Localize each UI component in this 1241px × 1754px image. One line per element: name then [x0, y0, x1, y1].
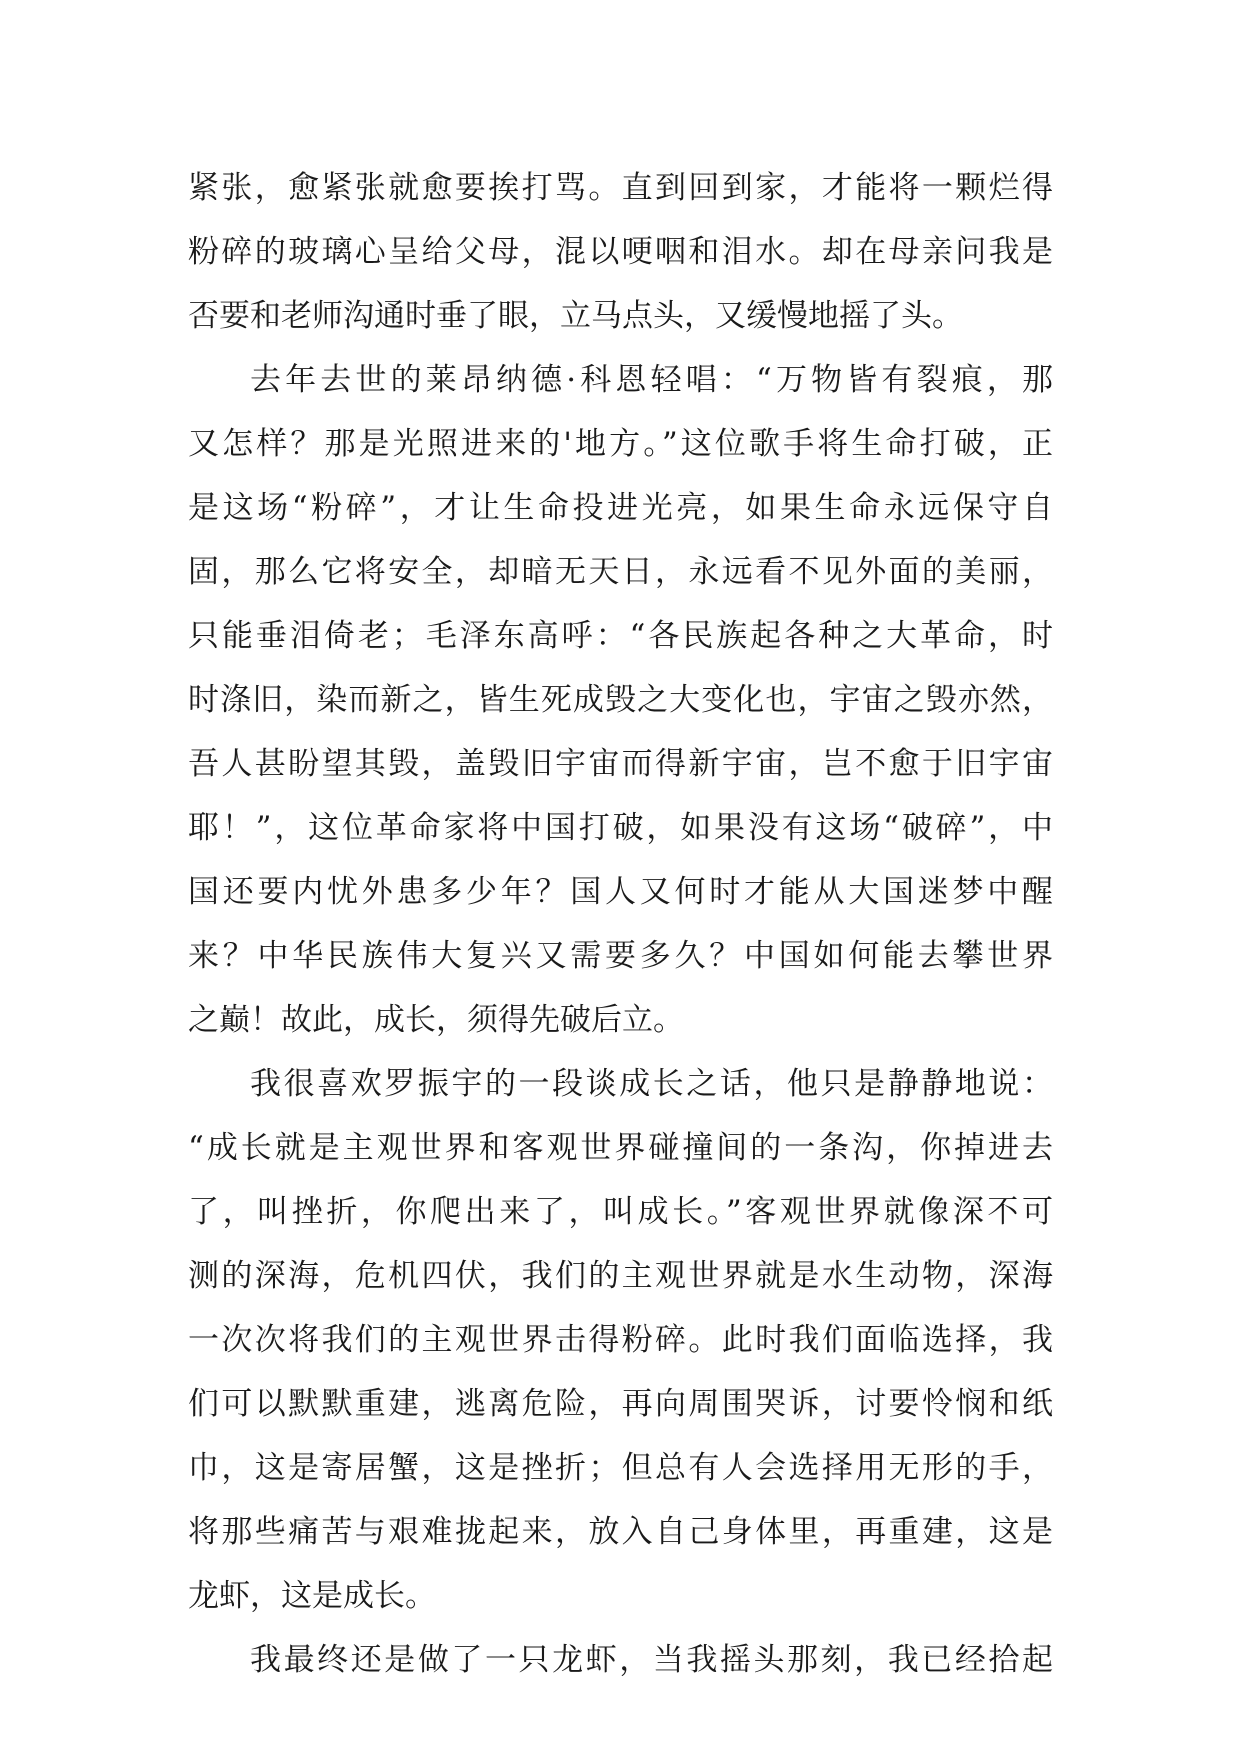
text-line: 时涤旧，染而新之，皆生死成毁之大变化也，宇宙之毁亦然，	[188, 682, 1053, 718]
text-line: 一次次将我们的主观世界击得粉碎。此时我们面临选择，我	[188, 1322, 1053, 1358]
text-line: 们可以默默重建，逃离危险，再向周围哭诉，讨要怜悯和纸	[188, 1386, 1053, 1422]
text-line: 巾，这是寄居蟹，这是挫折；但总有人会选择用无形的手，	[188, 1450, 1053, 1486]
text-line: 否要和老师沟通时垂了眼，立马点头，又缓慢地摇了头。	[188, 298, 963, 334]
text-line: 将那些痛苦与艰难拢起来，放入自己身体里，再重建，这是	[188, 1514, 1053, 1550]
text-line: 只能垂泪倚老；毛泽东高呼：“各民族起各种之大革命，时	[188, 618, 1053, 654]
text-line: “成长就是主观世界和客观世界碰撞间的一条沟，你掉进去	[188, 1130, 1053, 1166]
text-line: 耶！”，这位革命家将中国打破，如果没有这场“破碎”，中	[188, 810, 1053, 846]
text-line: 之巅！故此，成长，须得先破后立。	[188, 1002, 684, 1038]
document-body	[188, 156, 1053, 1692]
text-line: 紧张，愈紧张就愈要挨打骂。直到回到家，才能将一颗烂得	[188, 170, 1053, 206]
text-line: 来？中华民族伟大复兴又需要多久？中国如何能去攀世界	[188, 938, 1053, 974]
text-line: 粉碎的玻璃心呈给父母，混以哽咽和泪水。却在母亲问我是	[188, 234, 1053, 270]
text-line: 吾人甚盼望其毁，盖毁旧宇宙而得新宇宙，岂不愈于旧宇宙	[188, 746, 1053, 782]
text-line: 了，叫挫折，你爬出来了，叫成长。”客观世界就像深不可	[188, 1194, 1053, 1230]
text-line: 去年去世的莱昂纳德·科恩轻唱：“万物皆有裂痕，那	[250, 362, 1053, 398]
text-line: 我很喜欢罗振宇的一段谈成长之话，他只是静静地说：	[250, 1066, 1053, 1102]
text-line: 国还要内忧外患多少年？国人又何时才能从大国迷梦中醒	[188, 874, 1053, 910]
text-line: 是这场“粉碎”，才让生命投进光亮，如果生命永远保守自	[188, 490, 1053, 526]
text-line: 又怎样？那是光照进来的'地方。”这位歌手将生命打破，正	[188, 426, 1053, 462]
text-line: 我最终还是做了一只龙虾，当我摇头那刻，我已经拾起	[250, 1642, 1053, 1678]
text-line: 固，那么它将安全，却暗无天日，永远看不见外面的美丽，	[188, 554, 1053, 590]
text-line: 龙虾，这是成长。	[188, 1578, 436, 1614]
text-line: 测的深海，危机四伏，我们的主观世界就是水生动物，深海	[188, 1258, 1053, 1294]
